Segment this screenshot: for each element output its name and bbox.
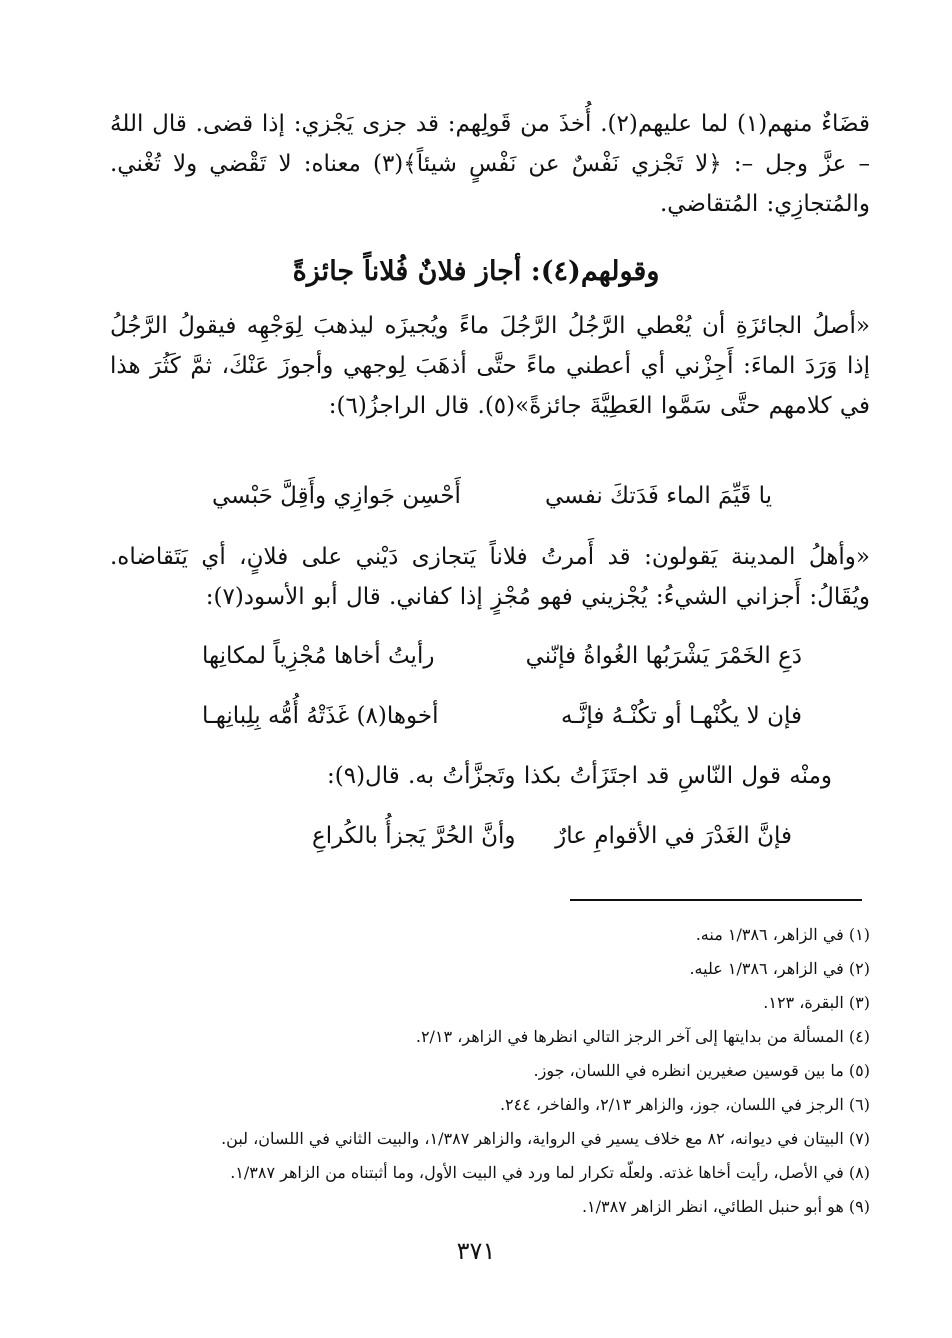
- paragraph-1: قضَاءٌ منهم(١) لما عليهم(٢). أُخذَ من قَولِهم: قد جزى يَجْزي: إذا قضى. قال اللهُ – عزَّ وجل –: ﴿لا تَجْزي نَفْسٌ عن نَفْسٍ شيئاً﴾(٣) معناه: لا تَقْضي ولا تُغْني. والمُتجازِي: المُتقاضي.: [110, 111, 870, 217]
- paragraph-2: «أصلُ الجائزَةِ أن يُعْطي الرَّجُلُ الرَّجُلَ ماءً ويُجيزَه ليذهبَ لِوَجْهِه فيقولُ الرَّجُلُ إذا وَرَدَ الماءَ: أَجِزْني أي أعطني ماءً حتَّى أذهَبَ لِوجهي وأجوزَ عَنْكَ، ثمَّ كَثُرَ هذا في كلامهم حتَّى سَمَّوا العَطِيَّةَ جائزةً»(٥). قال الراجزُ(٦):: [110, 313, 870, 419]
- verse-3-second-hemistich: أخوها(٨) غَذَتْهُ أُمُّه بِلِبانِهـا: [202, 703, 439, 729]
- footnotes: [90, 918, 870, 1224]
- verse-4-first-hemistich: فإنَّ الغَدْرَ في الأقوامِ عارٌ: [555, 823, 792, 849]
- paragraph-3: «وأهلُ المدينة يَقولون: قد أَمرتُ فلاناً يَتجازى دَيْني على فلانٍ، أي يَتَقاضاه. ويُقَالُ: أَجزاني الشيءُ: يُجْزيني فهو مُجْزٍ إذا كفاني. قال أبو الأسود(٧):: [110, 544, 870, 610]
- page-number: ٣٧١: [456, 1237, 496, 1265]
- footnote-8: (٨) في الأصل، رأيت أخاها غذته. ولعلّه تكرار لما ورد في البيت الأول، وما أثبتناه من الزاهر ١/٣٨٧.: [230, 1163, 870, 1182]
- footnote-6: (٦) الرجز في اللسان، جوز، والزاهر ٢/١٣، والفاخر، ٢٤٤.: [499, 1095, 870, 1114]
- footnote-4: (٤) المسألة من بدايتها إلى آخر الرجز التالي انظرها في الزاهر، ٢/١٣.: [415, 1027, 870, 1046]
- footnote-1: (١) في الزاهر، ١/٣٨٦ منه.: [695, 925, 870, 944]
- footnote-2: (٢) في الزاهر، ١/٣٨٦ عليه.: [689, 959, 870, 978]
- paragraph-4: ومنْه قول النّاسِ قد اجتَزَأتُ بكذا وتَجزَّأتُ به. قال(٩):: [326, 763, 832, 789]
- verse-3: [202, 696, 802, 736]
- footnote-9: (٩) هو أبو حنبل الطائي، انظر الزاهر ١/٣٨٧.: [581, 1197, 870, 1216]
- section-heading: وقولهم(٤): أجاز فلانٌ فُلاناً جائزةً: [292, 256, 660, 287]
- verse-1-second-hemistich: أَحْسِن جَوازِي وأَقِلَّ حَبْسي: [212, 483, 461, 509]
- footnote-7: (٧) البيتان في ديوانه، ٨٢ مع خلاف يسير في الرواية، والزاهر ١/٣٨٧، والبيت الثاني في اللسان، لبن.: [221, 1129, 870, 1148]
- footnote-separator: [570, 899, 862, 901]
- verse-2: [202, 636, 802, 676]
- verse-3-first-hemistich: فإن لا يكُنْهـا أو تكُنْـهُ فإنَّـه: [560, 703, 802, 729]
- verse-4-second-hemistich: وأنَّ الحُرَّ يَجزأُ بالكُراعِ: [312, 823, 516, 849]
- verse-1: [212, 476, 772, 516]
- footnote-3: (٣) البقرة، ١٢٣.: [763, 993, 870, 1012]
- footnote-5: (٥) ما بين قوسين صغيرين انظره في اللسان، جوز.: [533, 1061, 870, 1080]
- verse-1-first-hemistich: يا قَيِّمَ الماء فَدَتكَ نفسي: [545, 483, 772, 509]
- verse-4: [312, 816, 792, 856]
- verse-2-second-hemistich: رأيتُ أخاها مُجْزِياً لمكانِها: [202, 643, 435, 669]
- verse-2-first-hemistich: دَعِ الخَمْرَ يَشْرَبُها الغُواةُ فإنّني: [525, 643, 802, 669]
